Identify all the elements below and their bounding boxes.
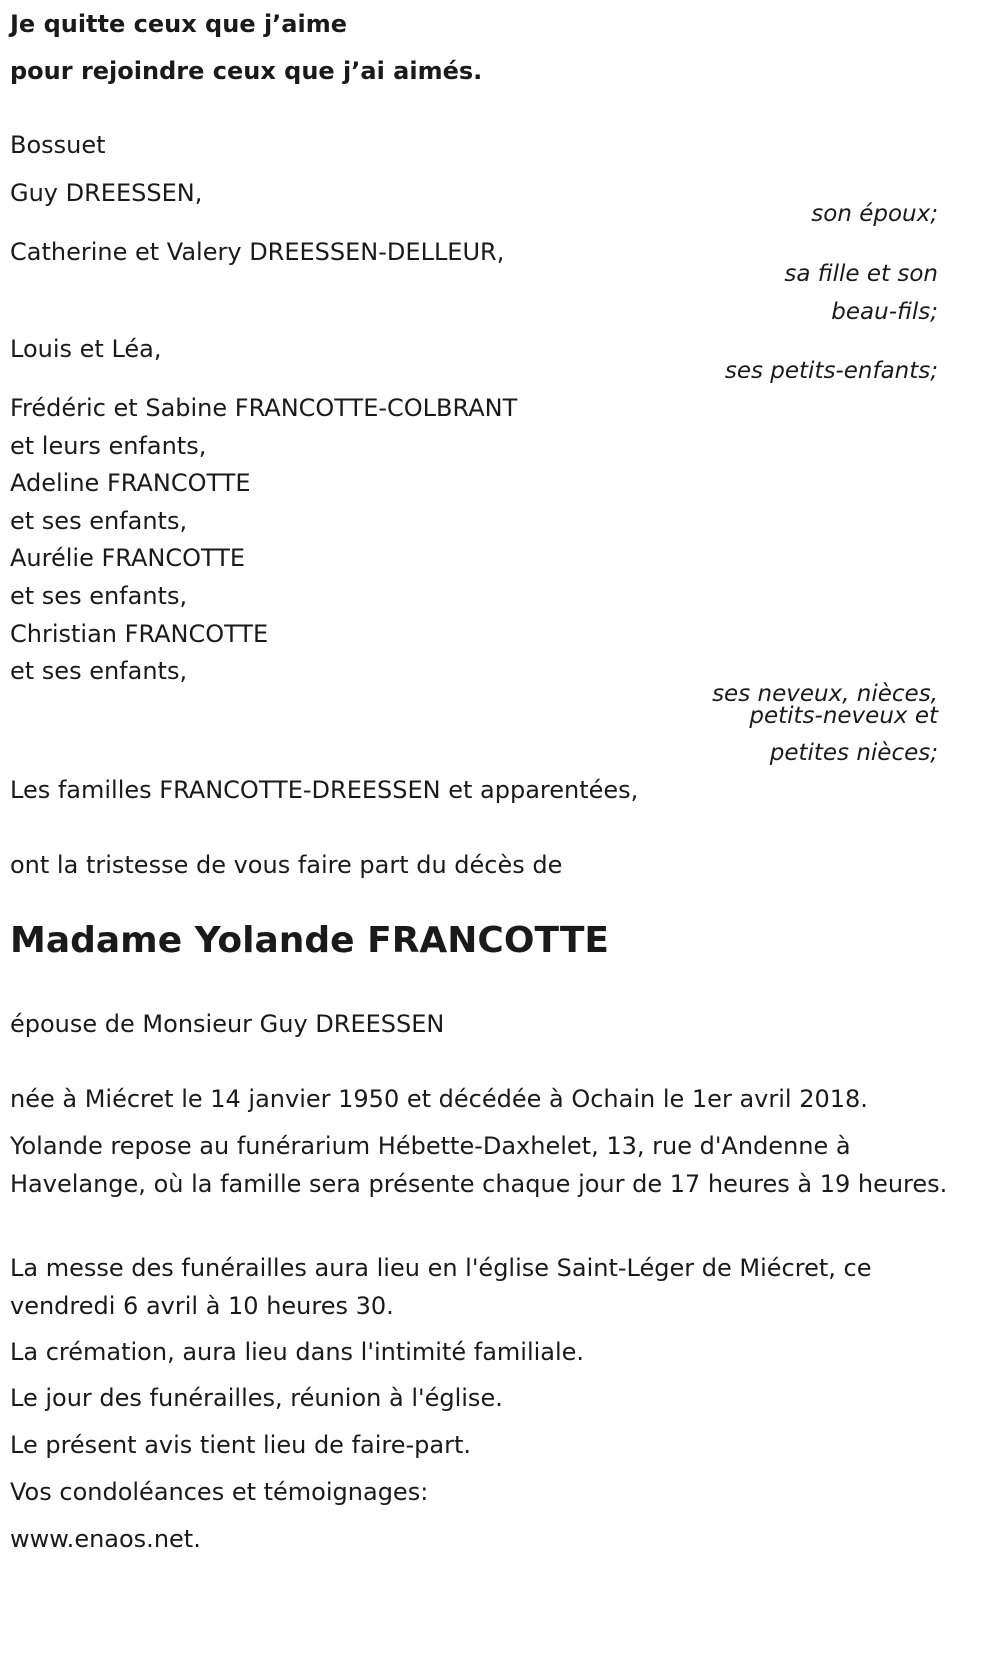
nephew-line: et ses enfants, [10,582,188,610]
nephew-line: Frédéric et Sabine FRANCOTTE-COLBRANT [10,394,518,422]
quote-line-1: Je quitte ceux que j’aime [10,10,348,38]
nephews-role-line-3: petites nièces; [769,740,938,766]
families-line: Les familles FRANCOTTE-DREESSEN et apparentées, [10,776,639,804]
nephew-line: et leurs enfants, [10,432,207,460]
notice-line: Le présent avis tient lieu de faire-part. [10,1431,472,1459]
cremation-line: La crémation, aura lieu dans l'intimité familiale. [10,1338,585,1366]
quote-attribution: Bossuet [10,131,106,159]
nephews-role-line-1: ses neveux, nièces, [712,681,938,707]
nephew-line: et ses enfants, [10,657,188,685]
nephew-line: Aurélie FRANCOTTE [10,544,246,572]
daughter-role-line-2: beau-fils; [831,299,938,325]
grandchildren-role: ses petits-enfants; [724,358,938,384]
nephews-role-line-2: petits-neveux et [749,703,938,729]
condolences-line: Vos condoléances et témoignages: [10,1478,429,1506]
spouse-line: épouse de Monsieur Guy DREESSEN [10,1010,445,1038]
nephew-line: Adeline FRANCOTTE [10,469,251,497]
nephew-line: Christian FRANCOTTE [10,620,269,648]
daughter-name: Catherine et Valery DREESSEN-DELLEUR, [10,238,505,266]
grandchildren-name: Louis et Léa, [10,335,162,363]
funerarium-paragraph: Yolande repose au funérarium Hébette-Daxhelet, 13, rue d'Andenne à Havelange, où la famille sera présente chaque jour de 17 heures à 19 heures. [10,1132,948,1198]
spouse-name: Guy DREESSEN, [10,179,203,207]
daughter-role-line-1: sa fille et son [784,261,938,287]
reunion-line: Le jour des funérailles, réunion à l'église. [10,1384,503,1412]
birth-death-line: née à Miécret le 14 janvier 1950 et décédée à Ochain le 1er avril 2018. [10,1085,868,1113]
website-link[interactable]: www.enaos.net. [10,1525,201,1553]
deceased-name: Madame Yolande FRANCOTTE [10,920,609,961]
nephew-line: et ses enfants, [10,507,188,535]
announcement-line: ont la tristesse de vous faire part du décès de [10,851,563,879]
mass-paragraph: La messe des funérailles aura lieu en l'église Saint-Léger de Miécret, ce vendredi 6 avril à 10 heures 30. [10,1254,872,1320]
spouse-role: son époux; [811,201,938,227]
quote-line-2: pour rejoindre ceux que j’ai aimés. [10,57,483,85]
